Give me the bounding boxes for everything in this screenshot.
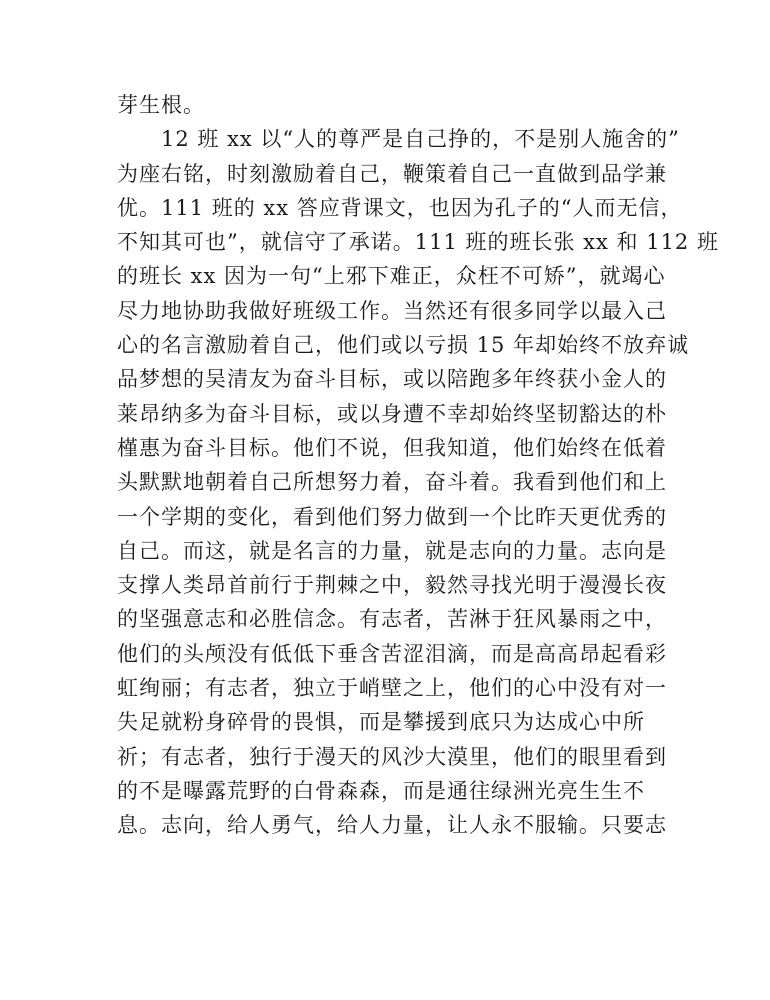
document-body [117,88,719,843]
text-line: 头默默地朝着自己所想努力着，奋斗着。我看到他们和上 [117,470,667,495]
text-line: 12 班 xx 以“人的尊严是自己挣的，不是别人施舍的” [117,127,680,152]
text-line: 的班长 xx 因为一句“上邪下难正，众枉不可矫”，就竭心 [117,264,666,289]
text-line: 一个学期的变化，看到他们努力做到一个比昨天更优秀的 [117,504,667,529]
text-line: 虹绚丽；有志者，独立于峭壁之上，他们的心中没有对一 [117,676,667,701]
text-line: 不知其可也”，就信守了承诺。111 班的班长张 xx 和 112 班 [117,230,719,255]
text-line: 莱昂纳多为奋斗目标，或以身遭不幸却始终坚韧豁达的朴 [117,401,667,426]
text-line: 失足就粉身碎骨的畏惧，而是攀援到底只为达成心中所 [117,710,645,735]
text-line: 的不是曝露荒野的白骨森森，而是通往绿洲光亮生生不 [117,778,645,803]
text-line: 优。111 班的 xx 答应背课文，也因为孔子的“人而无信， [117,195,683,220]
text-line: 的坚强意志和必胜信念。有志者，苦淋于狂风暴雨之中， [117,607,667,632]
text-line: 祈；有志者，独行于漫天的风沙大漠里，他们的眼里看到 [117,744,667,769]
text-line: 息。志向，给人勇气，给人力量，让人永不服输。只要志 [117,813,667,838]
text-line: 心的名言激励着自己，他们或以亏损 15 年却始终不放弃诚 [117,333,690,358]
text-line: 芽生根。 [117,93,205,117]
text-line: 为座右铭，时刻激励着自己，鞭策着自己一直做到品学兼 [117,161,667,186]
text-line: 自己。而这，就是名言的力量，就是志向的力量。志向是 [117,538,667,563]
text-line: 支撑人类昂首前行于荆棘之中，毅然寻找光明于漫漫长夜 [117,573,667,598]
text-line: 槿惠为奋斗目标。他们不说，但我知道，他们始终在低着 [117,435,667,460]
text-line: 尽力地协助我做好班级工作。当然还有很多同学以最入己 [117,298,667,323]
text-line: 品梦想的吴清友为奋斗目标，或以陪跑多年终获小金人的 [117,367,667,392]
text-line: 他们的头颅没有低低下垂含苦涩泪滴，而是高高昂起看彩 [117,641,667,666]
